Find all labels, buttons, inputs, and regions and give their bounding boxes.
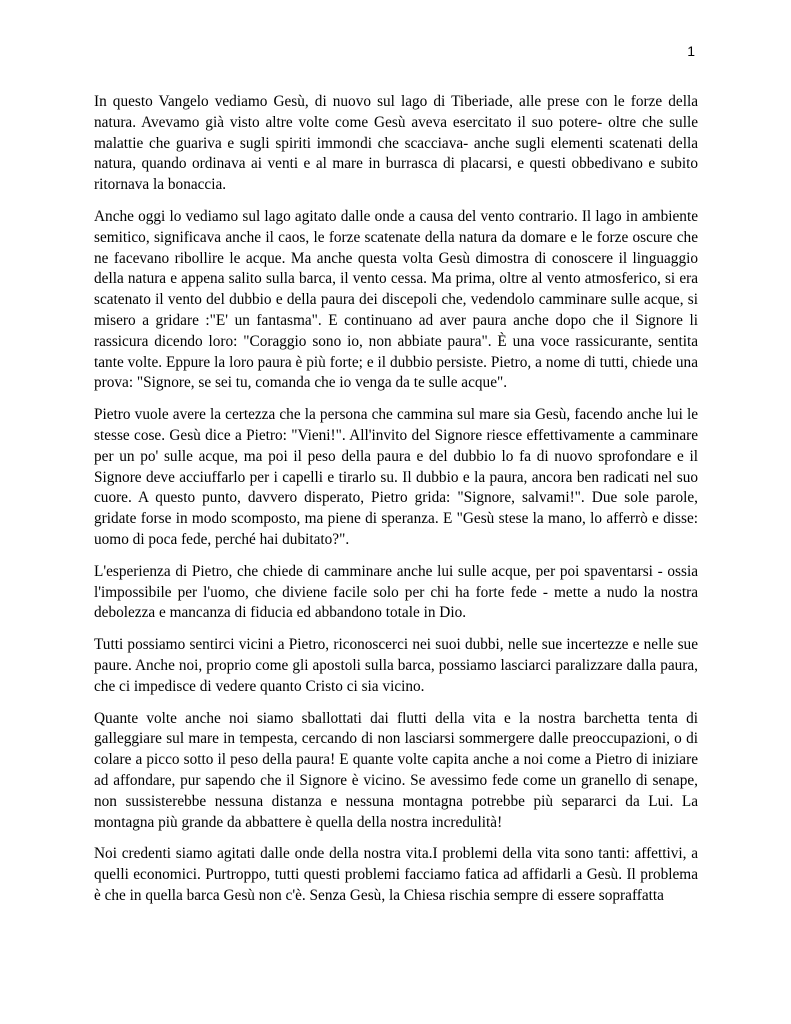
paragraph-3: Pietro vuole avere la certezza che la persona che cammina sul mare sia Gesù, facendo anche lui le stesse cose. Gesù dice a Pietro: "Vieni!". All'invito del Signore riesce effettivamente a camminare per un po' sulle acque, ma poi il peso della paura e del dubbio lo fa di nuovo sprofondare e il Signore deve acciuffarlo per i capelli e tirarlo su. Il dubbio e la paura, ancora ben radicati nel suo cuore. A questo punto, davvero disperato, Pietro grida: "Signore, salvami!". Due sole parole, gridate forse in modo scomposto, ma piene di speranza. E "Gesù stese la mano, lo afferrò e disse: uomo di poca fede, perché hai dubitato?".: [94, 406, 698, 548]
document-body: [94, 92, 698, 907]
paragraph-2: Anche oggi lo vediamo sul lago agitato dalle onde a causa del vento contrario. Il lago in ambiente semitico, significava anche il caos, le forze scatenate della natura da domare e le forze oscure che ne facevano ribollire le acque. Ma anche questa volta Gesù dimostra di conoscere il linguaggio della natura e appena salito sulla barca, il vento cessa. Ma prima, oltre al vento atmosferico, si era scatenato il vento del dubbio e della paura dei discepoli che, vedendolo camminare sulle acque, si misero a gridare :"E' un fantasma". E continuano ad aver paura anche dopo che il Signore li rassicura dicendo loro: "Coraggio sono io, non abbiate paura". È una voce rassicurante, sentita tante volte. Eppure la loro paura è più forte; e il dubbio persiste. Pietro, a nome di tutti, chiede una prova: "Signore, se sei tu, comanda che io venga da te sulle acque".: [94, 207, 698, 392]
paragraph-4: L'esperienza di Pietro, che chiede di camminare anche lui sulle acque, per poi spaventarsi - ossia l'impossibile per l'uomo, che diviene facile solo per chi ha forte fede - mette a nudo la nostra debolezza e mancanza di fiducia ed abbandono totale in Dio.: [94, 562, 698, 622]
page-number: 1: [687, 43, 695, 59]
paragraph-7: Noi credenti siamo agitati dalle onde della nostra vita.I problemi della vita sono tanti: affettivi, a quelli economici. Purtroppo, tutti questi problemi facciamo fatica ad affidarli a Gesù. Il problema è che in quella barca Gesù non c'è. Senza Gesù, la Chiesa rischia sempre di essere sopraffatta: [94, 845, 698, 904]
paragraph-5: Tutti possiamo sentirci vicini a Pietro, riconoscerci nei suoi dubbi, nelle sue incertezze e nelle sue paure. Anche noi, proprio come gli apostoli sulla barca, possiamo lasciarci paralizzare dalla paura, che ci impedisce di vedere quanto Cristo ci sia vicino.: [94, 636, 698, 695]
paragraph-6: Quante volte anche noi siamo sballottati dai flutti della vita e la nostra barchetta tenta di galleggiare sul mare in tempesta, cercando di non lasciarsi sommergere dalle preoccupazioni, o di colare a picco sotto il peso della paura! E quante volte capita anche a noi come a Pietro di iniziare ad affondare, pur sapendo che il Signore è vicino. Se avessimo fede come un granello di senape, non sussisterebbe nessuna distanza e nessuna montagna potrebbe più separarci da Lui. La montagna più grande da abbattere è quella della nostra incredulità!: [94, 709, 698, 831]
paragraph-1: In questo Vangelo vediamo Gesù, di nuovo sul lago di Tiberiade, alle prese con le forze della natura. Avevamo già visto altre volte come Gesù aveva esercitato il suo potere- oltre che sulle malattie che guariva e sugli spiriti immondi che scacciava- anche sugli elementi scatenati della natura, quando ordinava ai venti e al mare in burrasca di placarsi, e questi obbedivano e subito ritornava la bonaccia.: [94, 93, 698, 194]
